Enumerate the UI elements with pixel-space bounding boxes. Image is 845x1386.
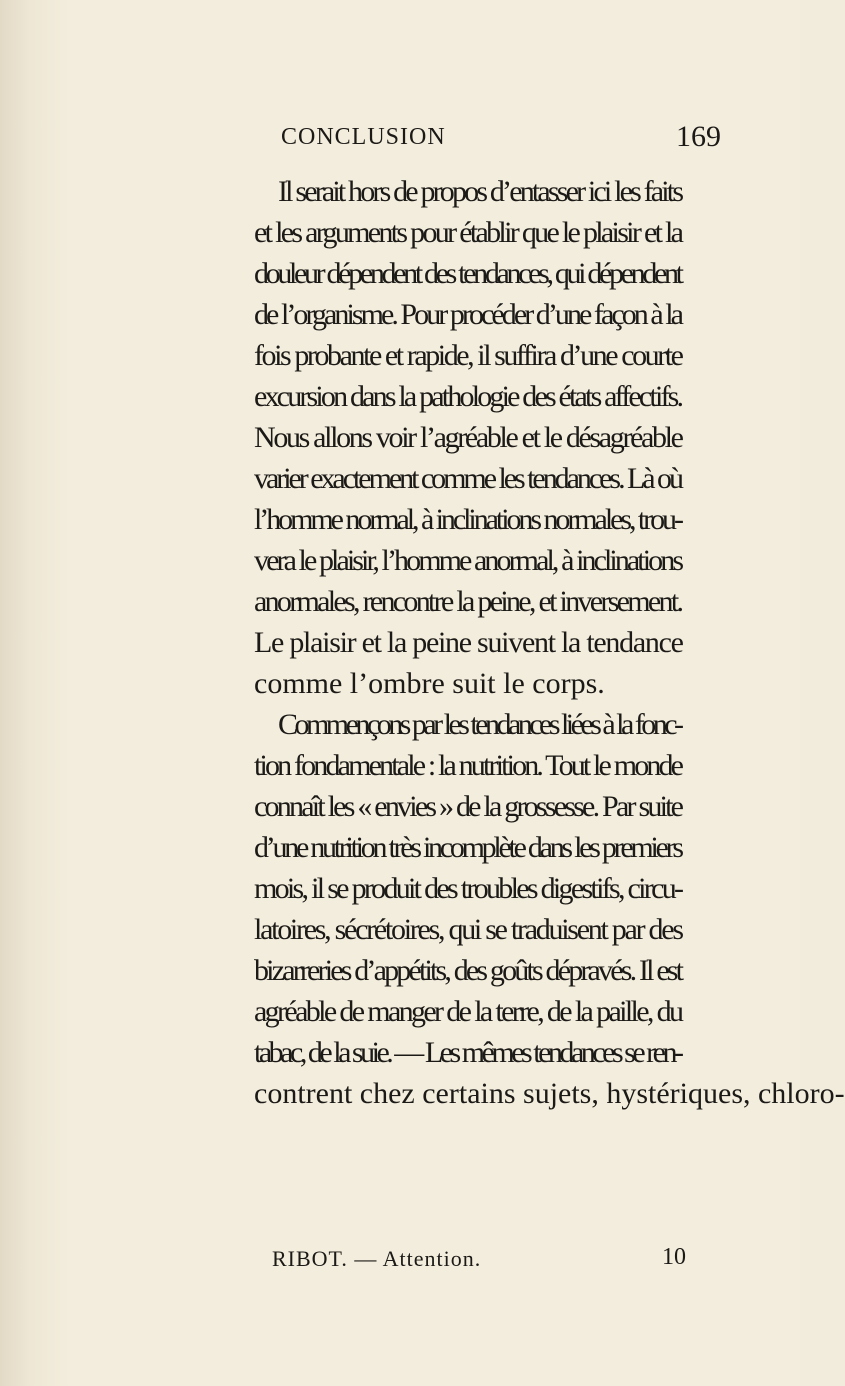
text-line: l’homme normal, à inclinations normales, trou- [254, 503, 681, 536]
author-line: RIBOT. — Attention. [272, 1246, 482, 1271]
page-footer [272, 1244, 686, 1280]
text-line: Le plaisir et la peine suivent la tendance [254, 626, 683, 659]
text-line: agréable de manger de la terre, de la paille, du [254, 995, 682, 1028]
text-line: varier exactement comme les tendances. Là où [254, 462, 681, 495]
text-line: mois, il se produit des troubles digestifs, circu- [254, 872, 682, 905]
text-line: fois probante et rapide, il suffira d’une courte [254, 339, 682, 372]
text-line: Nous allons voir l’agréable et le désagréable [254, 421, 682, 454]
text-line: Commençons par les tendances liées à la fonc- [278, 708, 681, 741]
text-line: et les arguments pour établir que le plaisir et la [254, 216, 682, 249]
text-line: de l’organisme. Pour procéder d’une façon à la [254, 298, 682, 331]
text-line: tabac, de la suie. — Les mêmes tendances se ren- [254, 1036, 681, 1069]
text-line: Il serait hors de propos d’entasser ici les faits [278, 175, 682, 208]
text-line: anormales, rencontre la peine, et inversement. [254, 585, 682, 618]
running-head: CONCLUSION [281, 124, 446, 150]
text-line: connaît les « envies » de la grossesse. Par suite [254, 790, 682, 823]
text-line: latoires, sécrétoires, qui se traduisent par des [254, 913, 682, 946]
page-header [281, 120, 721, 164]
signature-mark: 10 [662, 1244, 686, 1270]
text-line: tion fondamentale : la nutrition. Tout le monde [254, 749, 682, 782]
text-line: d’une nutrition très incomplète dans les premiers [254, 831, 681, 864]
text-line: vera le plaisir, l’homme anormal, à inclinations [254, 544, 682, 577]
text-line: bizarreries d’appétits, des goûts dépravés. Il est [254, 954, 682, 987]
text-line: contrent chez certains sujets, hystériques, chloro- [254, 1077, 845, 1110]
text-line: comme l’ombre suit le corps. [254, 667, 605, 700]
page-number: 169 [676, 120, 721, 153]
text-line: excursion dans la pathologie des états affectifs. [254, 380, 682, 413]
text-line: douleur dépendent des tendances, qui dépendent [254, 257, 681, 290]
